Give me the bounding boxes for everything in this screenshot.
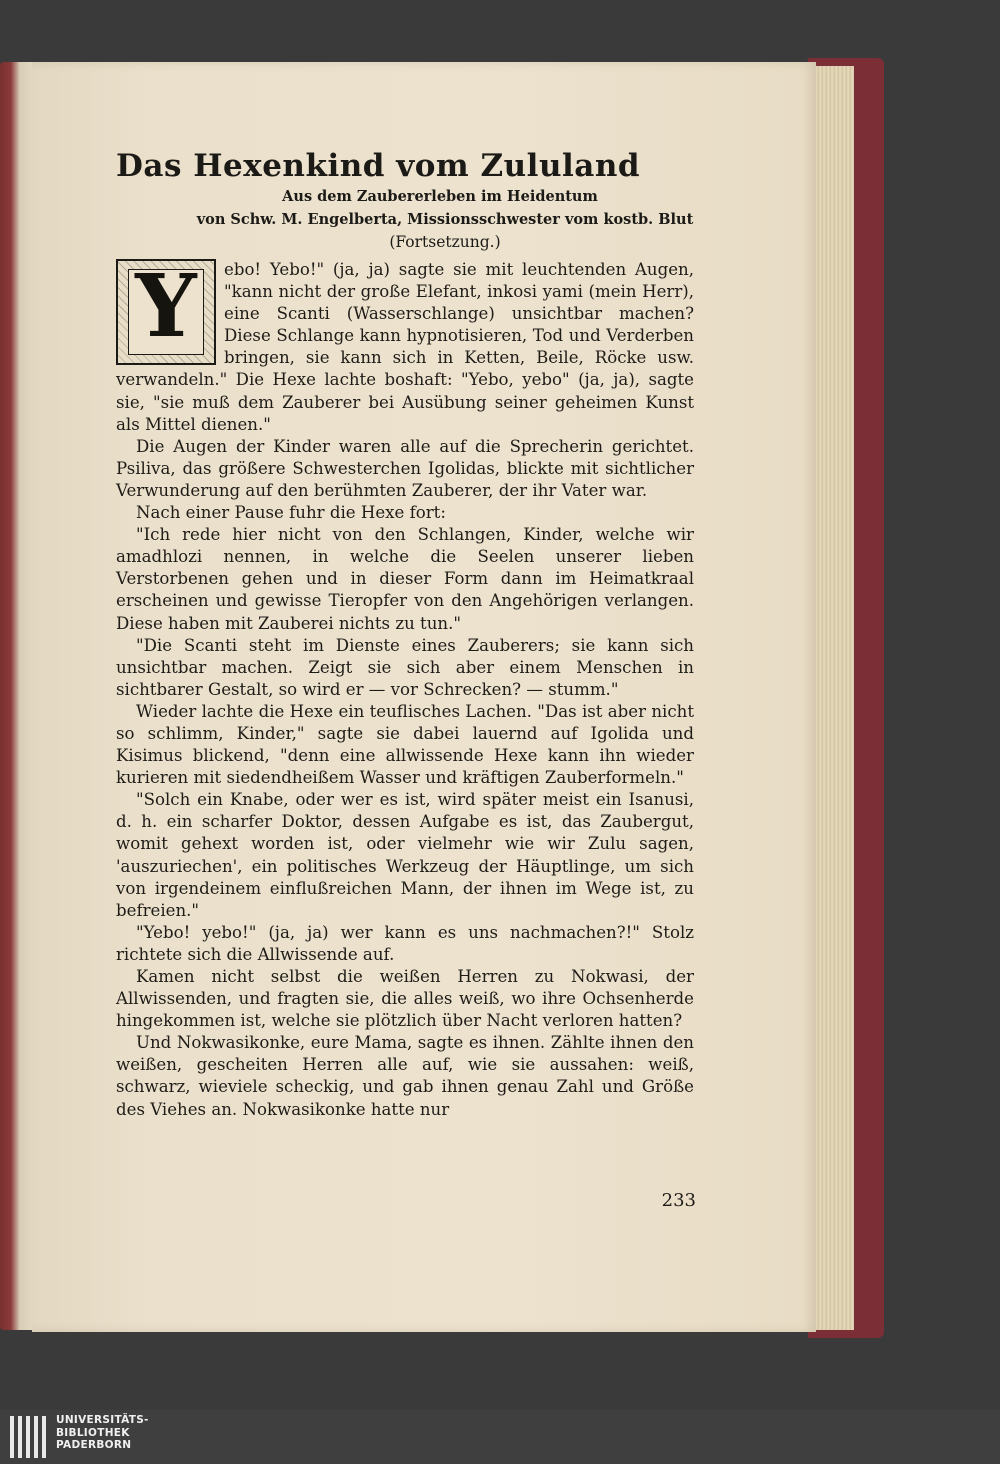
paragraph: "Yebo! yebo!" (ja, ja) wer kann es uns nachmachen?!" Stolz richtete sich die Allwissende auf.: [116, 922, 694, 964]
library-logo-text[interactable]: [56, 1414, 176, 1452]
paragraph: "Solch ein Knabe, oder wer es ist, wird später meist ein Isanusi, d. h. ein scharfer Doktor, dessen Aufgabe es ist, das Zaubergut, womit gehext worden ist, oder vielmehr wie wir Zulu sagen, 'auszuriechen', ein politisches Werkzeug der Häuptlinge, um sich von irgendeinem einflußreichen Mann, der ihnen im Wege ist, zu befreien.": [116, 790, 694, 920]
author-line: von Schw. M. Engelberta, Missionsschwester vom kostb. Blut: [196, 211, 694, 228]
paragraph: Kamen nicht selbst die weißen Herren zu Nokwasi, der Allwissenden, und fragten sie, die alles weiß, wo ihre Ochsenherde hingekommen ist, welche sie plötzlich über Nacht verloren hatten?: [116, 967, 694, 1031]
continuation-note: (Fortsetzung.): [389, 233, 501, 251]
paragraph: Und Nokwasikonke, eure Mama, sagte es ihnen. Zählte ihnen den weißen, gescheiten Herren alle auf, wie sie aussahen: weiß, schwarz, wieviele scheckig, und gab ihnen genau Zahl und Größe des Viehes an. Nokwasikonke hatte nur: [116, 1033, 694, 1119]
article-title: Das Hexenkind vom Zululand: [116, 148, 641, 184]
drop-cap-letter: Y: [135, 256, 197, 357]
logo-line: PADERBORN: [56, 1439, 132, 1451]
logo-line: BIBLIOTHEK: [56, 1426, 130, 1439]
article-subtitle: Aus dem Zaubererleben im Heidentum: [282, 188, 598, 205]
library-logo-icon: [8, 1416, 50, 1458]
paragraph: "Ich rede hier nicht von den Schlangen, Kinder, welche wir amadhlozi nennen, in welche die Seelen unserer lieben Verstorbenen gehen und in dieser Form dann im Heimatkraal erscheinen und gewisse Tieropfer von den Angehörigen verlangen. Diese haben mit Zauberei nichts zu tun.": [116, 525, 694, 633]
paragraph: Nach einer Pause fuhr die Hexe fort:: [136, 503, 446, 523]
article-body: [116, 256, 694, 1121]
paragraph: Die Augen der Kinder waren alle auf die Sprecherin gerichtet. Psiliva, das größere Schwesterchen Igolidas, blickte mit sichtlicher Verwunderung auf den berühmten Zauberer, der ihr Vater war.: [116, 436, 694, 500]
paragraph: Wieder lachte die Hexe ein teuflisches Lachen. "Das ist aber nicht so schlimm, Kinder," sagte sie dabei lauernd auf Igolida und Kisimus blickend, "denn eine allwissende Hexe kann ihn wieder kurieren mit siedendheißem Wasser und kräftigen Zauberformeln.": [116, 701, 694, 788]
page-number: 233: [661, 1190, 696, 1211]
previous-page-edge: [0, 62, 36, 1330]
logo-line: UNIVERSITÄTS-: [56, 1414, 149, 1426]
paragraph: "Die Scanti steht im Dienste eines Zauberers; sie kann sich unsichtbar machen. Zeigt sie sich aber einem Menschen in sichtbarer Gestalt, so wird er — vor Schrecken? — stumm.": [116, 635, 694, 699]
paragraph: ebo! Yebo!" (ja, ja) sagte sie mit leuchtenden Augen, "kann nicht der große Elefant, inkosi yami (mein Herr), eine Scanti (Wasserschlange) unsichtbar machen? Diese Schlange kann hypnotisieren, Tod und Verderben bringen, sie kann sich in Ketten, Beile, Röcke usw. verwandeln." Die Hexe lachte boshaft: "Yebo, yebo" (ja, ja), sagte sie, "sie muß dem Zauberer bei Ausübung seiner geheimen Kunst als Mittel dienen.": [116, 260, 694, 434]
page-stack-edge: [810, 66, 854, 1330]
